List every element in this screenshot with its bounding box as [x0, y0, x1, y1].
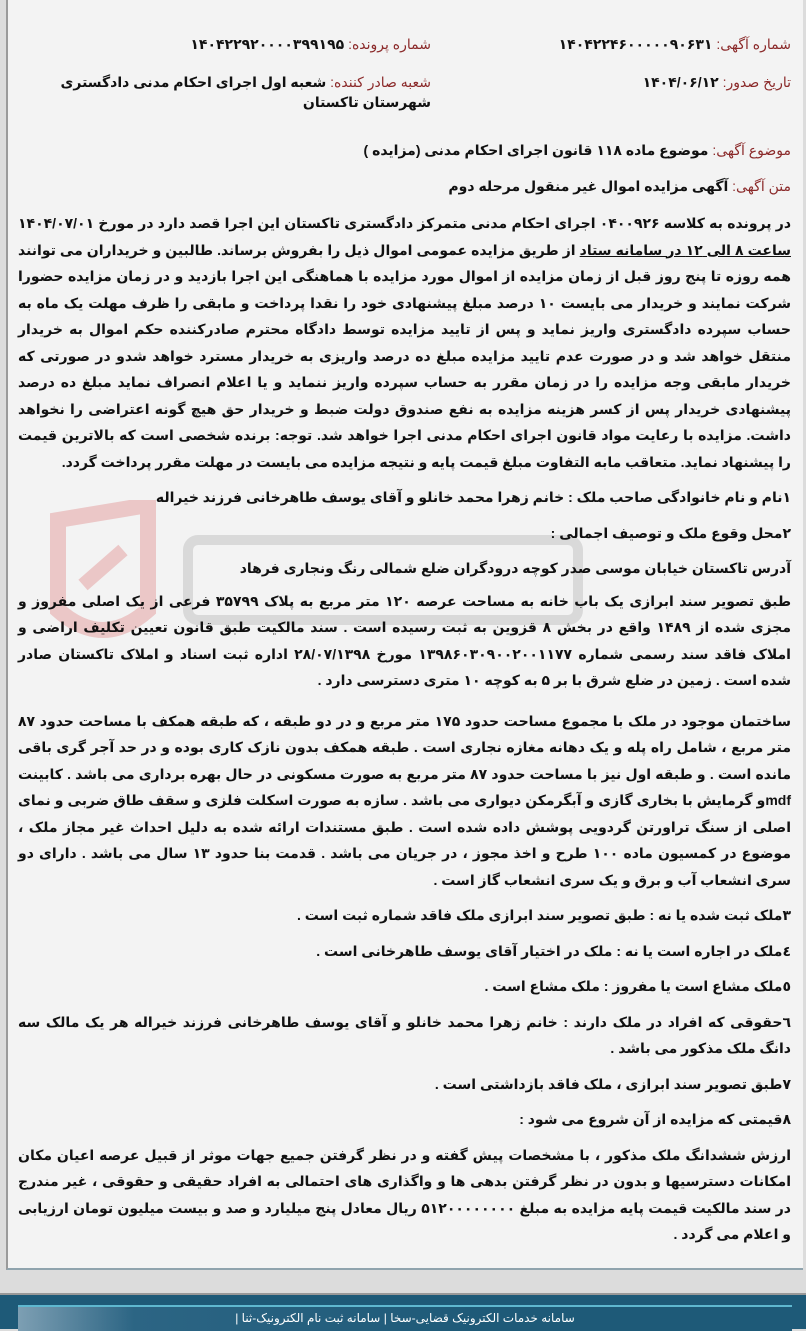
subject-row: موضوع آگهی: موضوع ماده ۱۱۸ قانون اجرای احکام مدنی (مزایده ): [363, 142, 791, 158]
item-rights: ٦حقوقی که افراد در ملک دارند : خانم زهرا محمد خانلو و آقای یوسف طاهرخانی فرزند خیراله هر یک مالک سه دانگ ملک مذکور می باشد .: [18, 1013, 791, 1056]
issuer: شعبه اول اجرای احکام مدنی دادگستری شهرستان تاکستان: [60, 74, 431, 110]
building-paragraph: ساختمان موجود در ملک با مجموع مساحت حدود ۱۷۵ متر مربع و در دو طبقه ، که طبقه همکف با مساحت حدود ۸۷ متر مربع ، شامل راه پله و یک دهانه مغازه نجاری است . طبقه همکف بدون نازک کاری بوده و در حد آجر گری باقی مانده است . و طبقه اول نیز با مساحت حدود ۸۷ متر مربع به صورت مسکونی در حال بهره برداری می باشد . کابینت mdfو گرمایش با بخاری گازی و آبگرمکن دیواری می باشد . سازه به صورت اسکلت فلزی و سقف طاق ضربی و نمای اصلی از سنگ تراورتن گردویی پوشش داده شده است . طبق مستندات ارائه شده به دلیل احداث غیر مجاز ملک ، موضوع در کمسیون ماده ۱۰۰ طرح و اخذ مجوز ، در جریان می باشد . قدمت بنا حدود ۱۳ سال می باشد . دارای دو سری انشعاب آب و برق و یک سری انشعاب گاز است .: [18, 712, 792, 888]
divider-strip: [0, 1270, 806, 1295]
valuation-paragraph: ارزش ششدانگ ملک مذکور ، با مشخصات پیش گفته و در نظر گرفتن جمیع جهات موثر از قبیل عرصه اعیان مکان امکانات دسترسیها و بدون در نظر گرفتن بدهی ها و واگذاری های احتمالی به افراد حقیقی و حقوقی ، غیر مندرج در سند مالکیت قیمت پایه مزایده به مبلغ ۵۱۲۰۰۰۰۰۰۰۰ ریال معادل پنج میلیارد و صد و بیست میلیون تومان ارزیابی و اعلام می گردد .: [18, 1146, 791, 1242]
notice-panel: [6, 0, 803, 1270]
item-seizure: ۷طبق تصویر سند ابرازی ، ملک فاقد بازداشتی است .: [434, 1075, 791, 1092]
text-title-row: متن آگهی: آگهی مزایده اموال غیر منقول مرحله دوم: [448, 178, 791, 194]
case-number: ۱۴۰۴۲۲۹۲۰۰۰۰۳۹۹۱۹۵: [190, 36, 345, 52]
deed-paragraph: طبق تصویر سند ابرازی یک باب خانه به مساحت عرصه ۱۲۰ متر مربع به پلاک ۳۵۷۹۹ فرعی از یک اصلی مفروز و مجزی شده از ۱۴۸۹ واقع در بخش ۸ قزوین به ثبت رسیده است . سند مالکیت طبق قانون تعیین تکلیف اراضی و املاک فاقد سند رسمی شماره ۱۳۹۸۶۰۳۰۹۰۰۲۰۰۱۱۷۷ مورخ ۲۸/۰۷/۱۳۹۸ اداره ثبت اسناد و املاک تاکستان صادر شده است . زمین در ضلع شرق با بر ۵ به کوچه ۱۰ متری دسترسی دارد .: [18, 592, 792, 688]
item-start-price: ۸قیمتی که مزایده از آن شروع می شود :: [519, 1111, 791, 1127]
text-title: آگهی مزایده اموال غیر منقول مرحله دوم: [448, 178, 729, 194]
subject: موضوع ماده ۱۱۸ قانون اجرای احکام مدنی (مزایده ): [363, 142, 709, 158]
item-owner: ۱نام و نام خانوادگی صاحب ملک : خانم زهرا محمد خانلو و آقای یوسف طاهرخانی فرزند خیراله: [155, 489, 791, 505]
address: آدرس تاکستان خیابان موسی صدر کوچه درودگران ضلع شمالی رنگ ونجاری فرهاد: [239, 560, 791, 576]
ad-number-row: شماره آگهی: ۱۴۰۴۲۲۴۶۰۰۰۰۰۹۰۶۳۱: [558, 36, 791, 52]
case-number-row: شماره پرونده: ۱۴۰۴۲۲۹۲۰۰۰۰۳۹۹۱۹۵: [190, 36, 431, 52]
footer-link-sana[interactable]: سامانه ثبت نام الکترونیک-ثنا: [241, 1310, 381, 1325]
item-location: ۲محل وقوع ملک و توصیف اجمالی :: [550, 524, 791, 541]
footer: [0, 1295, 806, 1329]
item-shared: ٥ملک مشاع است یا مفروز : ملک مشاع است .: [484, 978, 791, 994]
issue-date: ۱۴۰۴/۰۶/۱۲: [642, 74, 719, 90]
footer-link-sakha[interactable]: سامانه خدمات الکترونیک قضایی-سخا: [390, 1310, 575, 1325]
notice-content: [18, 34, 791, 1248]
item-lease: ٤ملک در اجاره است یا نه : ملک در اختیار آقای یوسف طاهرخانی است .: [316, 942, 791, 959]
issue-date-row: تاریخ صدور: ۱۴۰۴/۰۶/۱۲: [642, 74, 791, 90]
intro-paragraph: در پرونده به کلاسه ۰۴۰۰۹۲۶ اجرای احکام مدنی متمرکز دادگستری تاکستان این اجرا قصد دارد در مورخ ۱۴۰۴/۰۷/۰۱ ساعت ۸ الی ۱۲ در سامانه ستاد از طریق مزایده عمومی اموال ذیل را بفروش برساند. طالبین و خریداران می توانند همه روزه تا پنج روز قبل از زمان مزایده از اموال مورد مزایده با هماهنگی این اجرا بازدید و در زمان مزایده حضورا شرکت نمایند و خریدار می بایست ۱۰ درصد مبلغ پیشنهادی خود را نقدا پرداخت و مابقی را ظرف مهلت یک ماه به حساب سپرده دادگستری واریز نماید و پس از تایید مزایده توسط دادگاه محترم صادرکننده حکم اموال به خریدار منتقل خواهد شد و در صورت عدم تایید مزایده مبلغ ده درصد واریزی به خریدار مسترد خواهد شدو در صورتی که خریدار مابقی وجه مزایده را در زمان مقرر به حساب سپرده واریز ننماید و یا اعلام انصراف نماید مبلغ ده درصد پیشنهادی خریدار پس از کسر هزینه مزایده به نفع صندوق دولت ضبط و خریدار حق هیچ گونه اعتراضی را نخواهد داشت. مزایده با رعایت مواد قانون اجرای احکام مدنی اجرا خواهد شد. توجه: برنده شخصی است که بالاترین قیمت را پیشنهاد نماید. متعاقب مابه التفاوت مبلغ قیمت پایه و نتیجه مزایده می بایست در مهلت مقرر پرداخت گردد.: [18, 215, 791, 470]
issuer-row: شعبه صادر کننده: شعبه اول اجرای احکام مدنی دادگستری شهرستان تاکستان: [60, 74, 431, 110]
header-grid: [18, 34, 791, 112]
footer-links: سامانه خدمات الکترونیک قضایی-سخا | سامانه ثبت نام الکترونیک-ثنا |: [18, 1305, 792, 1331]
ad-number: ۱۴۰۴۲۲۴۶۰۰۰۰۰۹۰۶۳۱: [558, 36, 713, 52]
item-registered: ۳ملک ثبت شده یا نه : طبق تصویر سند ابرازی ملک فاقد شماره ثبت است .: [297, 907, 791, 923]
